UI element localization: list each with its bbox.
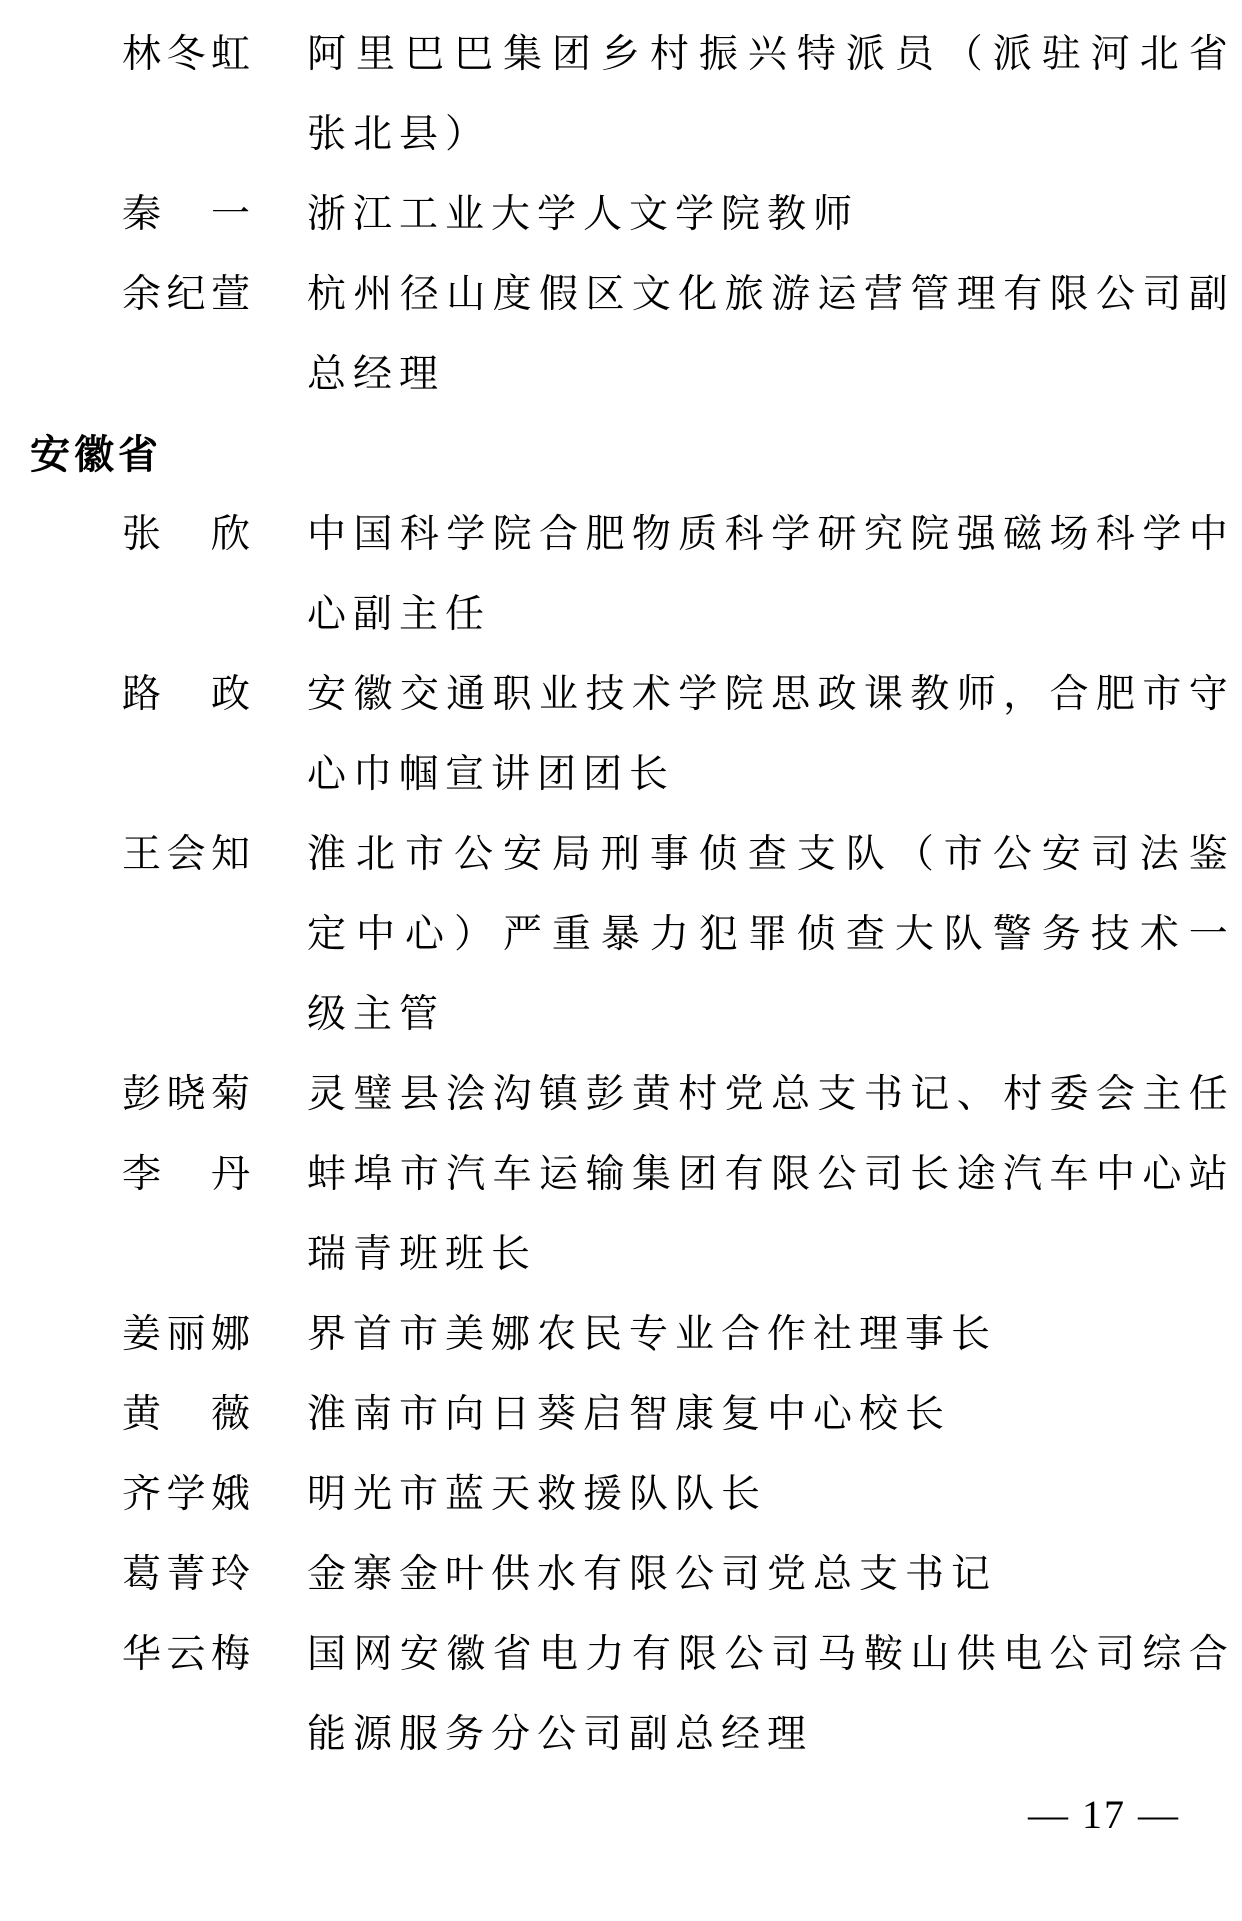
entry-description	[307, 495, 1228, 655]
entry-description	[307, 1615, 1228, 1775]
entry-name: 葛 菁 玲	[122, 1553, 250, 1596]
description-line: 阿 里 巴 巴 集 团 乡 村 振 兴 特 派 员 （ 派 驻 河 北 省	[307, 33, 1228, 76]
section-header-anhui: 安徽省	[30, 433, 162, 477]
entry-name: 姜 丽 娜	[122, 1313, 250, 1356]
entry-row	[0, 255, 1242, 415]
entry-row	[0, 495, 1242, 655]
description-line: 蚌 埠 市 汽 车 运 输 集 团 有 限 公 司 长 途 汽 车 中 心 站	[307, 1153, 1228, 1196]
entry-row	[0, 175, 1242, 255]
entry-row	[0, 815, 1242, 1055]
page-number: — 17 —	[1028, 1792, 1180, 1837]
entry-row	[0, 1375, 1242, 1455]
description-line: 安 徽 交 通 职 业 技 术 学 院 思 政 课 教 师 ， 合 肥 市 守	[307, 673, 1228, 716]
description-line: 灵 璧 县 浍 沟 镇 彭 黄 村 党 总 支 书 记 、 村 委 会 主 任	[307, 1073, 1228, 1116]
entry-name: 余 纪 萱	[122, 273, 250, 316]
description-line: 浙江工业大学人文学院教师	[307, 193, 860, 236]
description-line: 心巾帼宣讲团团长	[307, 753, 676, 796]
description-line: 瑞青班班长	[307, 1233, 538, 1276]
description-line: 界首市美娜农民专业合作社理事长	[307, 1313, 998, 1356]
entry-row	[0, 1055, 1242, 1135]
description-line: 中 国 科 学 院 合 肥 物 质 科 学 研 究 院 强 磁 场 科 学 中	[307, 513, 1228, 556]
description-line: 定 中 心 ） 严 重 暴 力 犯 罪 侦 查 大 队 警 务 技 术 一	[307, 913, 1228, 956]
entry-name: 王 会 知	[122, 833, 250, 876]
entry-description	[307, 1535, 1228, 1615]
entry-row	[0, 1295, 1242, 1375]
entry-description	[307, 1055, 1228, 1135]
document-page	[0, 15, 1242, 1855]
description-line: 能源服务分公司副总经理	[307, 1713, 814, 1756]
entry-description	[307, 1375, 1228, 1455]
entry-name: 黄 薇	[122, 1393, 250, 1436]
entry-description	[307, 175, 1228, 255]
description-line: 级主管	[307, 993, 446, 1036]
entry-name: 秦 一	[122, 193, 250, 236]
entry-name: 华 云 梅	[122, 1633, 250, 1676]
description-line: 淮南市向日葵启智康复中心校长	[307, 1393, 952, 1436]
description-line: 总经理	[307, 353, 446, 396]
description-line: 心副主任	[307, 593, 492, 636]
entry-name: 张 欣	[122, 513, 250, 556]
entry-row	[0, 655, 1242, 815]
entry-name: 路 政	[122, 673, 250, 716]
entry-row	[0, 1615, 1242, 1775]
description-line: 国 网 安 徽 省 电 力 有 限 公 司 马 鞍 山 供 电 公 司 综 合	[307, 1633, 1228, 1676]
entry-name: 彭 晓 菊	[122, 1073, 250, 1116]
description-line: 杭 州 径 山 度 假 区 文 化 旅 游 运 营 管 理 有 限 公 司 副	[307, 273, 1228, 316]
entry-description	[307, 1295, 1228, 1375]
entry-description	[307, 1455, 1228, 1535]
entry-row	[0, 1135, 1242, 1295]
entry-row	[0, 15, 1242, 175]
description-line: 明光市蓝天救援队队长	[307, 1473, 768, 1516]
entry-description	[307, 655, 1228, 815]
description-line: 张北县）	[307, 113, 492, 156]
entry-name: 李 丹	[122, 1153, 250, 1196]
entry-description	[307, 1135, 1228, 1295]
entry-name: 林 冬 虹	[122, 33, 250, 76]
entry-description	[307, 15, 1228, 175]
entry-name: 齐 学 娥	[122, 1473, 250, 1516]
entry-row	[0, 1535, 1242, 1615]
description-line: 淮 北 市 公 安 局 刑 事 侦 查 支 队 （ 市 公 安 司 法 鉴	[307, 833, 1228, 876]
entry-row	[0, 1455, 1242, 1535]
entry-description	[307, 255, 1228, 415]
entry-description	[307, 815, 1228, 1055]
description-line: 金寨金叶供水有限公司党总支书记	[307, 1553, 998, 1596]
